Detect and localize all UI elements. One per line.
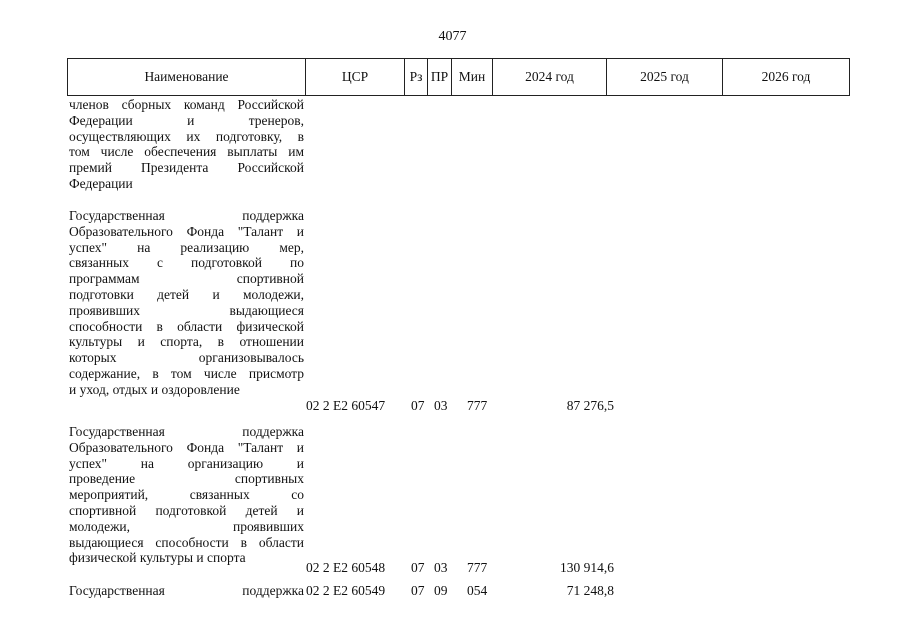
row-pr: 03 bbox=[434, 560, 448, 575]
row-name-line: членов сборных команд Российской bbox=[69, 97, 304, 112]
row-name-line: Государственная поддержка bbox=[69, 208, 304, 223]
row-csr: 02 2 E2 60548 bbox=[306, 560, 386, 575]
row-2024: 71 248,8 bbox=[566, 583, 614, 598]
row-name-line: Федерации bbox=[69, 175, 133, 191]
row-name-line: способности в области физической bbox=[69, 318, 304, 334]
row-name bbox=[69, 208, 304, 398]
row-name-line: проявивших выдающиеся bbox=[69, 302, 304, 318]
row-name-line: молодежи, проявивших bbox=[69, 518, 304, 534]
header-csr: ЦСР bbox=[306, 59, 405, 96]
row-name-line: Федерации и тренеров, bbox=[69, 112, 304, 128]
row-csr: 02 2 E2 60547 bbox=[306, 398, 386, 413]
row-name-line: том числе обеспечения выплаты им bbox=[69, 144, 304, 160]
header-min: Мин bbox=[452, 59, 493, 96]
row-name-line: осуществляющих их подготовку, в bbox=[69, 128, 304, 144]
row-2024: 130 914,6 bbox=[560, 560, 614, 575]
row-rz: 07 bbox=[411, 398, 425, 413]
row-name bbox=[69, 424, 304, 566]
page-number: 4077 bbox=[438, 29, 467, 44]
row-name-line: успех" на реализацию мер, bbox=[69, 239, 304, 255]
row-2024: 87 276,5 bbox=[566, 398, 614, 413]
row-name-line: физической культуры и спорта bbox=[69, 550, 246, 566]
row-name-line: Государственная поддержка bbox=[69, 424, 304, 439]
header-2025: 2025 год bbox=[607, 59, 723, 96]
row-name-line: содержание, в том числе присмотр bbox=[69, 365, 304, 381]
header-pr: ПР bbox=[428, 59, 452, 96]
row-name-line: проведение спортивных bbox=[69, 471, 304, 487]
row-name-line: культуры и спорта, в отношении bbox=[69, 334, 304, 350]
header-2026: 2026 год bbox=[723, 59, 850, 96]
row-name-line: успех" на организацию и bbox=[69, 455, 304, 471]
table-header bbox=[67, 58, 850, 96]
row-name-line: и уход, отдых и оздоровление bbox=[69, 381, 240, 397]
row-min: 777 bbox=[467, 560, 488, 575]
row-name-line: которых организовывалось bbox=[69, 350, 304, 366]
row-min: 054 bbox=[467, 583, 488, 598]
row-pr: 09 bbox=[434, 583, 448, 598]
row-name-line: программам спортивной bbox=[69, 271, 304, 287]
row-name-line: выдающиеся способности в области bbox=[69, 534, 304, 550]
row-name-line: Образовательного Фонда "Талант и bbox=[69, 439, 304, 455]
row-min: 777 bbox=[467, 398, 488, 413]
row-name-line: связанных с подготовкой по bbox=[69, 255, 304, 271]
row-name-line: спортивной подготовкой детей и bbox=[69, 502, 304, 518]
row-rz: 07 bbox=[411, 583, 425, 598]
row-name-line: Государственная поддержка bbox=[69, 583, 304, 598]
row-name-line: премий Президента Российской bbox=[69, 160, 304, 176]
header-name: Наименование bbox=[68, 59, 306, 96]
row-name bbox=[69, 583, 304, 599]
row-rz: 07 bbox=[411, 560, 425, 575]
header-rz: Рз bbox=[405, 59, 428, 96]
row-pr: 03 bbox=[434, 398, 448, 413]
row-name-line: Образовательного Фонда "Талант и bbox=[69, 223, 304, 239]
row-name-line: подготовки детей и молодежи, bbox=[69, 286, 304, 302]
row-name-line: мероприятий, связанных со bbox=[69, 487, 304, 503]
header-2024: 2024 год bbox=[493, 59, 607, 96]
row-name bbox=[69, 97, 304, 192]
row-csr: 02 2 E2 60549 bbox=[306, 583, 386, 598]
